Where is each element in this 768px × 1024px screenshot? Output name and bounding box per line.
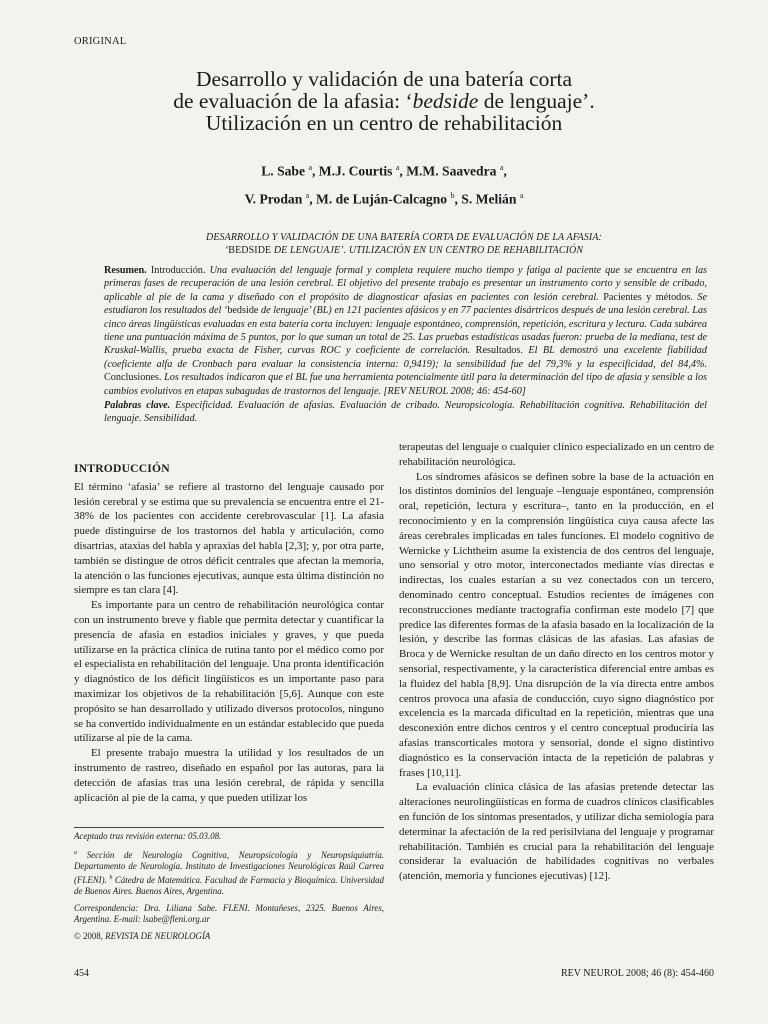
body-paragraph: terapeutas del lenguaje o cualquier clínico especializado en un centro de rehabilitación neurológica. [399,441,714,468]
author-affiliation-mark: a [499,163,504,172]
affiliation-a: Sección de Neurología Cognitiva, Neuropsicología y Neuropsiquiatría. Departamento de Neurología. Instituto de Investigaciones Neurológicas Raúl Carrea (FLENI). [74,850,384,885]
abstract [104,264,707,426]
copyright [74,931,384,942]
title-line-2-pre: de evaluación de la afasia: ‘ [173,89,413,113]
english-title-bedside: BEDSIDE [228,244,272,256]
author-name: M.J. Courtis [318,163,393,179]
keywords [104,399,707,426]
author-row-1 [74,156,694,184]
abstract-intro-heading: Introducción. [150,265,206,276]
body-paragraph: El presente trabajo muestra la utilidad y los resultados de un instrumento de rastreo, diseñado en español por las autoras, para la detección de afasias tras una lesión cerebral, de rápida y sencilla aplicación al pie de la cama, y que pueden utilizar los [74,747,384,804]
english-title-quote: ‘ [224,244,229,256]
affiliation-mark-a: a [74,850,77,857]
author-affiliation-mark: b [450,190,455,200]
english-title [104,232,704,257]
section-tag: ORIGINAL [74,36,127,47]
title-line-2 [74,90,694,112]
author-affiliation-mark: a [305,190,310,200]
title-line-2-post: de lenguaje’. [478,89,595,113]
author-separator: , [312,163,319,179]
affiliations [74,848,384,897]
affiliation-mark-b: b [109,874,113,881]
abstract-conclusions-heading: Conclusiones. [104,372,162,384]
author-name: S. Melián [461,191,517,207]
copyright-journal: REVISTA DE NEUROLOGÍA [105,931,211,942]
author-name: L. Sabe [261,163,306,179]
abstract-results-heading: Resultados. [475,345,523,357]
author-name: V. Prodan [244,191,303,207]
english-title-line-1: DESARROLLO Y VALIDACIÓN DE UNA BATERÍA CORTA DE EVALUACIÓN DE LA AFASIA: [206,232,602,243]
correspondence: Correspondencia: Dra. Liliana Sabe. FLENI. Montañeses, 2325. Buenos Aires, Argentina. E-mail: lsabe@fleni.org.ar [74,902,384,925]
author-separator: , [309,191,317,207]
title-line-2-italic: bedside [412,89,479,113]
page-number: 454 [74,968,89,979]
author-separator: , [454,191,462,207]
author-separator: , [399,163,407,179]
abstract-conclusions-text: Los resultados indicaron que el BL fue una herramienta potencialmente útil para la determinación del tipo de afasia y sensible a los cambios evolutivos en etapas subagudas de trastornos del lenguaje. [REV NEUROL 2008; 46: 454-60] [104,372,707,397]
body-paragraph: El término ‘afasia’ se refiere al trastorno del lenguaje causado por lesión cerebral y se estima que su prevalencia se encuentra entre el 21-38% de los pacientes con accidente cerebrovascular [1]. La afasia puede distinguirse de los trastornos del habla y articulación, como disartrias, ataxias del habla y apraxias del habla [2,3]; y, por otra parte, también se distingue de otros déficit centrales que afectan la memoria, la atención o las funciones ejecutivas, aunque esta última distinción no siempre es tan clara [4]. [74,480,384,597]
abstract-methods-text: de lenguaje’ (BL) en 121 pacientes afásicos y en 77 pacientes disártricos después de una lesión cerebral. Las cinco áreas lingüísticas evaluadas en esta batería corta incluyen: lenguaje espontáneo, comprensión, repetición, escritura y lectura. Cada subárea tiene una puntuación máxima de 5 puntos, por lo que suman un total de 25. Las pruebas estadísticas usadas fueron: prueba de la mediana, test de Kruskal-Wallis, prueba exacta de Fisher, curvas ROC y coeficiente de correlación. [104,305,707,357]
english-title-line-2 [104,245,704,258]
author-affiliation-mark: a [395,163,400,172]
abstract-methods-bedside: bedside [227,305,259,317]
article-notes [74,831,384,949]
body-column-left [74,462,384,805]
section-heading-introduction: INTRODUCCIÓN [74,462,170,475]
abstract-results-text: El BL demostró una excelente fiabilidad (coeficiente alfa de Cronbach para evaluar la consistencia interna: 0,9419); la sensibilidad fue del 79,3% y la especificidad, del 84,4%. [104,345,707,370]
author-affiliation-mark: a [308,163,312,172]
abstract-intro-text: Una evaluación del lenguaje formal y completa requiere mucho tiempo y fatiga al paciente que se encuentra en las primeras fases de recuperación de una lesión cerebral. El objetivo del presente trabajo es presentar un instrumento corto y sensible de cribado, aplicable al pie de la cama y diseñado con el propósito de diagnosticar afasias en pacientes con lesión cerebral. [104,265,708,303]
keywords-label: Palabras clave. [104,400,171,412]
author-separator: , [503,163,507,179]
body-paragraph: Los síndromes afásicos se definen sobre la base de la actuación en los distintos dominios del lenguaje –lenguaje espontáneo, comprensión oral, repetición, lectura y escritura–, tanto en la producción, en el reconocimiento y en la comprensión lingüística cuya causa afecte las áreas cerebrales implicadas en tales funciones. El modelo cognitivo de Wernicke y Lichtheim asume la existencia de dos centros del lenguaje, uno sensorial y otro motor, interconectados mediante vías directas e indirectas, los cuales estarían a su vez conectados con un tercero, denominado centro conceptual. Estudios recientes de imágenes con reconstrucciones mediante tractografía confirman este modelo [7] que predice las diferentes formas de la afasia basado en la localización de la lesión, y describe las formas clásicas de las afasias. Las afasias de Broca y de Wernicke resultan de un daño directo en los centros motor y sensorial, respectivamente, y la característica diferencial entre ambas es la fluidez del habla [8,9]. Una disrupción de la vía directa entre ambos centros provoca una afasia de conducción, cuyo signo diagnóstico por excelencia es la marcada dificultad en la repetición, mientras que una desconexión entre dichos centros y el centro conceptual produciría las afasias transcorticales motora y sensorial, donde el signo distintivo diagnóstico es la conservación intacta de la repetición de palabras y frases [10,11]. [399,470,714,779]
english-title-rest: DE LENGUAJE’. UTILIZACIÓN EN UN CENTRO DE REHABILITACIÓN [271,244,584,256]
author-list [74,156,694,211]
body-column-right [399,440,714,884]
abstract-methods-text-pre: Se estudiaron los resultados del ‘ [104,291,707,317]
affiliation-b: Cátedra de Matemática. Facultad de Farmacia y Bioquímica. Universidad de Buenos Aires. Buenos Aires, Argentina. [74,874,384,896]
keywords-text: Especificidad. Evaluación de afasias. Evaluación de cribado. Neuropsicología. Rehabilitación cognitiva. Rehabilitación del lenguaje. Sensibilidad. [104,400,707,425]
body-paragraph: La evaluación clínica clásica de las afasias pretende detectar las alteraciones neurolingüísticas en forma de cuadros clínicos clasificables en función de los síntomas presentados, y utilizar dicha semiología para determinar la afectación de la red perisilviana del lenguaje y programar rehabilitación. También es crucial para la rehabilitación del lenguaje considerar la evaluación de habilidades cognitivas no verbales (atención, memoria y funciones ejecutivas) [12]. [399,781,714,883]
body-paragraph: Es importante para un centro de rehabilitación neurológica contar con un instrumento breve y fiable que permita detectar y cuantificar la presencia de afasia en estadios iniciales y graves, y que pueda utilizarse en la práctica clínica de rutina tanto por el médico como por el especialista en rehabilitación del lenguaje. Una pronta identificación y diagnóstico de los déficit lingüísticos es un importante paso para maximizar los objetivos de la rehabilitación [5,6]. Aunque con este propósito se han desarrollado y utilizado diversos protocolos, ninguno se ha convertido individualmente en un estándar establecido que pueda utilizarse al pie de la cama. [74,599,384,745]
author-affiliation-mark: a [519,190,524,200]
title-line-3: Utilización en un centro de rehabilitación [205,111,563,135]
footnote-rule [74,827,384,828]
author-name: M. de Luján-Calcagno [316,191,448,207]
author-row-2 [74,184,694,212]
article-title [74,68,694,134]
abstract-body [104,264,707,398]
copyright-prefix: © 2008, [74,931,106,942]
author-name: M.M. Saavedra [406,163,497,179]
title-line-1: Desarrollo y validación de una batería corta [195,67,573,91]
abstract-methods-heading: Pacientes y métodos. [603,291,693,303]
accepted-date: Aceptado tras revisión externa: 05.03.08. [74,831,222,841]
journal-citation: REV NEUROL 2008; 46 (8): 454-460 [560,968,714,979]
abstract-label: Resumen. [104,265,147,276]
